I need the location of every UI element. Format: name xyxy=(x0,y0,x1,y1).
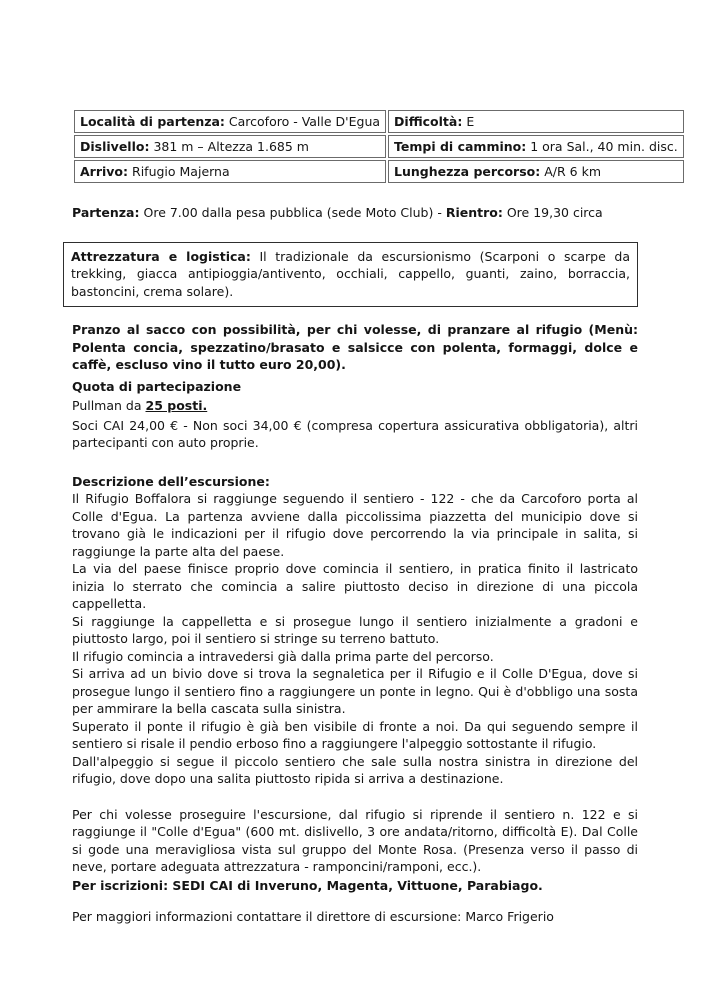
bus-seats: 25 posti. xyxy=(145,398,208,413)
description-paragraph: Si raggiunge la cappelletta e si prosegue lungo il sentiero inizialmente a gradoni e piuttosto largo, poi il sentiero si stringe su terreno battuto. xyxy=(72,613,638,646)
description-paragraph: Il Rifugio Boffalora si raggiunge seguendo il sentiero - 122 - che da Carcoforo porta al Colle d'Egua. La partenza avviene dalla piccolissima piazzetta del municipio dove si trovano già le indicazioni per il rifugio dove percorrendo la via principale in salita, si raggiunge la parte alta del paese. xyxy=(72,491,638,559)
route-length-value: A/R 6 km xyxy=(544,163,601,179)
difficulty-label: Difficoltà: xyxy=(394,113,463,129)
difficulty-cell xyxy=(388,110,684,133)
equipment-label: Attrezzatura e logistica: xyxy=(71,248,251,264)
description-paragraph: La via del paese finisce proprio dove comincia il sentiero, in pratica finito il lastricato inizia lo sterrato che comincia a salire piuttosto deciso in direzione di una piccola cappelletta. xyxy=(72,561,638,611)
registration-line: Per iscrizioni: SEDI CAI di Inveruno, Magenta, Vittuone, Parabiago. xyxy=(72,877,543,893)
walking-time-label: Tempi di cammino: xyxy=(394,138,527,154)
return-text: Ore 19,30 circa xyxy=(506,205,603,220)
elevation-cell xyxy=(74,135,386,158)
start-location-label: Località di partenza: xyxy=(80,113,225,129)
difficulty-value: E xyxy=(466,113,475,129)
description-paragraph: Si arriva ad un bivio dove si trova la segnaletica per il Rifugio e il Colle D'Egua, dove si prosegue lungo il sentiero fino a raggiungere un ponte in legno. Qui è d'obbligo una sosta per ammirare la bella cascata sulla sinistra. xyxy=(72,666,638,716)
start-location-value: Carcoforo - Valle D'Egua xyxy=(228,113,381,129)
trip-info-table xyxy=(72,108,686,185)
participation-heading: Quota di partecipazione xyxy=(72,378,242,394)
elevation-label: Dislivello: xyxy=(80,138,150,154)
walking-time-value: 1 ora Sal., 40 min. disc. xyxy=(530,138,678,154)
route-length-label: Lunghezza percorso: xyxy=(394,163,541,179)
description-paragraph: Il rifugio comincia a intravedersi già dalla prima parte del percorso. xyxy=(72,648,494,664)
arrival-label: Arrivo: xyxy=(80,163,129,179)
contact-line: Per maggiori informazioni contattare il direttore di escursione: Marco Frigerio xyxy=(72,909,554,924)
route-length-cell xyxy=(388,160,684,183)
departure-label: Partenza: xyxy=(72,205,140,220)
walking-time-cell xyxy=(388,135,684,158)
arrival-cell xyxy=(74,160,386,183)
equipment-text: Il tradizionale da escursionismo (Scarponi o scarpe da trekking, giacca antipioggia/antivento, occhiali, cappello, guanti, zaino, borraccia, bastoncini, crema solare). xyxy=(71,248,630,299)
equipment-box xyxy=(63,242,638,308)
document-content xyxy=(71,108,678,926)
description-heading: Descrizione dell’escursione: xyxy=(72,473,270,489)
schedule-line xyxy=(72,204,638,222)
bus-prefix: Pullman da xyxy=(72,398,142,413)
fees-paragraph: Soci CAI 24,00 € - Non soci 34,00 € (compresa copertura assicurativa obbligatoria), altri partecipanti con auto proprie. xyxy=(72,417,638,450)
description-paragraph: Superato il ponte il rifugio è già ben visibile di fronte a noi. Da qui seguendo sempre il sentiero si risale il pendio erboso fino a raggiungere l'alpeggio sottostante il rifugio. xyxy=(72,718,638,751)
table-row xyxy=(74,110,684,133)
bus-line xyxy=(72,397,638,415)
start-location-cell xyxy=(74,110,386,133)
lunch-paragraph: Pranzo al sacco con possibilità, per chi volesse, di pranzare al rifugio (Menù: Polenta concia, spezzatino/brasato e salsicce con polenta, formaggi, dolce e caffè, escluso vino il tutto euro 20,00). xyxy=(72,322,638,372)
table-row xyxy=(74,160,684,183)
elevation-value: 381 m – Altezza 1.685 m xyxy=(153,138,309,154)
extension-paragraph: Per chi volesse proseguire l'escursione, dal rifugio si riprende il sentiero n. 122 e si raggiunge il "Colle d'Egua" (600 mt. dislivello, 3 ore andata/ritorno, difficoltà E). Dal Colle si gode una meravigliosa vista sul gruppo del Monte Rosa. (Presenza verso il passo di neve, portare adeguata attrezzatura - ramponcini/ramponi, ecc.). xyxy=(72,806,638,874)
table-row xyxy=(74,135,684,158)
return-label: Rientro: xyxy=(445,205,503,220)
description-paragraph: Dall'alpeggio si segue il piccolo sentiero che sale sulla nostra sinistra in direzione del rifugio, dove dopo una salita piuttosto ripida si arriva a destinazione. xyxy=(72,753,638,786)
departure-text: Ore 7.00 dalla pesa pubblica (sede Moto Club) - xyxy=(143,205,442,220)
arrival-value: Rifugio Majerna xyxy=(132,163,230,179)
